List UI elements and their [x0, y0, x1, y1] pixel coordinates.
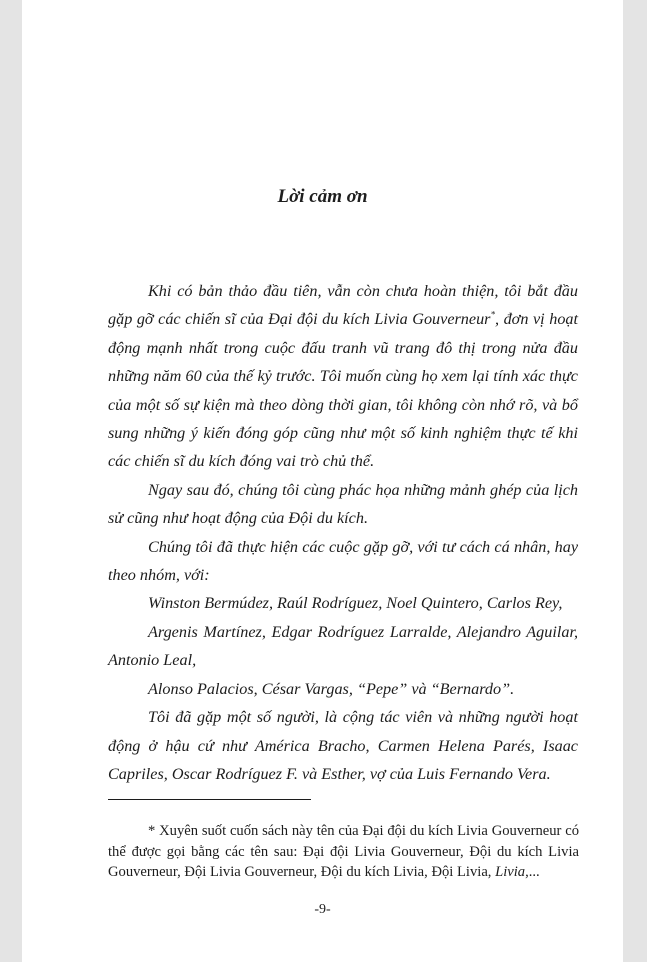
paragraph-text: , đơn vị hoạt động mạnh nhất trong cuộc đấu tranh vũ trang đô thị trong nửa đầu những năm 60 của thế kỷ trước. Tôi muốn cùng họ xem lại tính xác thực của một số sự kiện mà theo dòng thời gian, tôi không còn nhớ rõ, và bổ sung những ý kiến đóng góp cũng như một số kinh nghiệm thực tế khi các chiến sĩ du kích đóng vai trò chủ thể.	[108, 310, 578, 471]
footnote-ellipsis: ,...	[525, 864, 540, 880]
footnote-marker: *	[490, 310, 495, 321]
footnote	[108, 821, 579, 883]
page-number: -9-	[314, 902, 331, 917]
footnote-separator	[108, 799, 311, 800]
book-page	[22, 0, 623, 962]
name-list-line: Alonso Palacios, César Vargas, “Pepe” và “Bernardo”.	[148, 679, 515, 698]
footnote-body: * Xuyên suốt cuốn sách này tên của Đại đội du kích Livia Gouverneur có thể được gọi bằng các tên sau: Đại đội Livia Gouverneur, Đội du kích Livia Gouverneur, Đội Livia Gouverneur, Đội du kích Livia, Đội Livia,	[108, 823, 579, 880]
paragraph-text: Khi có bản thảo đầu tiên, vẫn còn chưa hoàn thiện, tôi bắt đầu gặp gỡ các chiến sĩ của Đại đội du kích Livia Gouverneur	[108, 282, 578, 329]
body-text	[108, 277, 578, 788]
paragraph	[108, 277, 578, 476]
chapter-title: Lời cảm ơn	[277, 186, 368, 207]
paragraph: Tôi đã gặp một số người, là cộng tác viên và những người hoạt động ở hậu cứ như América Bracho, Carmen Helena Parés, Isaac Capriles, Oscar Rodríguez F. và Esther, vợ của Luis Fernando Vera.	[108, 708, 578, 783]
name-list-line: Argenis Martínez, Edgar Rodríguez Larralde, Alejandro Aguilar, Antonio Leal,	[108, 622, 578, 670]
paragraph: Ngay sau đó, chúng tôi cùng phác họa những mảnh ghép của lịch sử cũng như hoạt động của Đội du kích.	[108, 480, 578, 528]
name-list-line: Winston Bermúdez, Raúl Rodríguez, Noel Quintero, Carlos Rey,	[148, 594, 563, 613]
paragraph: Chúng tôi đã thực hiện các cuộc gặp gỡ, với tư cách cá nhân, hay theo nhóm, với:	[108, 537, 578, 585]
footnote-italic: Livia	[495, 864, 526, 880]
footnote-text	[108, 821, 579, 883]
